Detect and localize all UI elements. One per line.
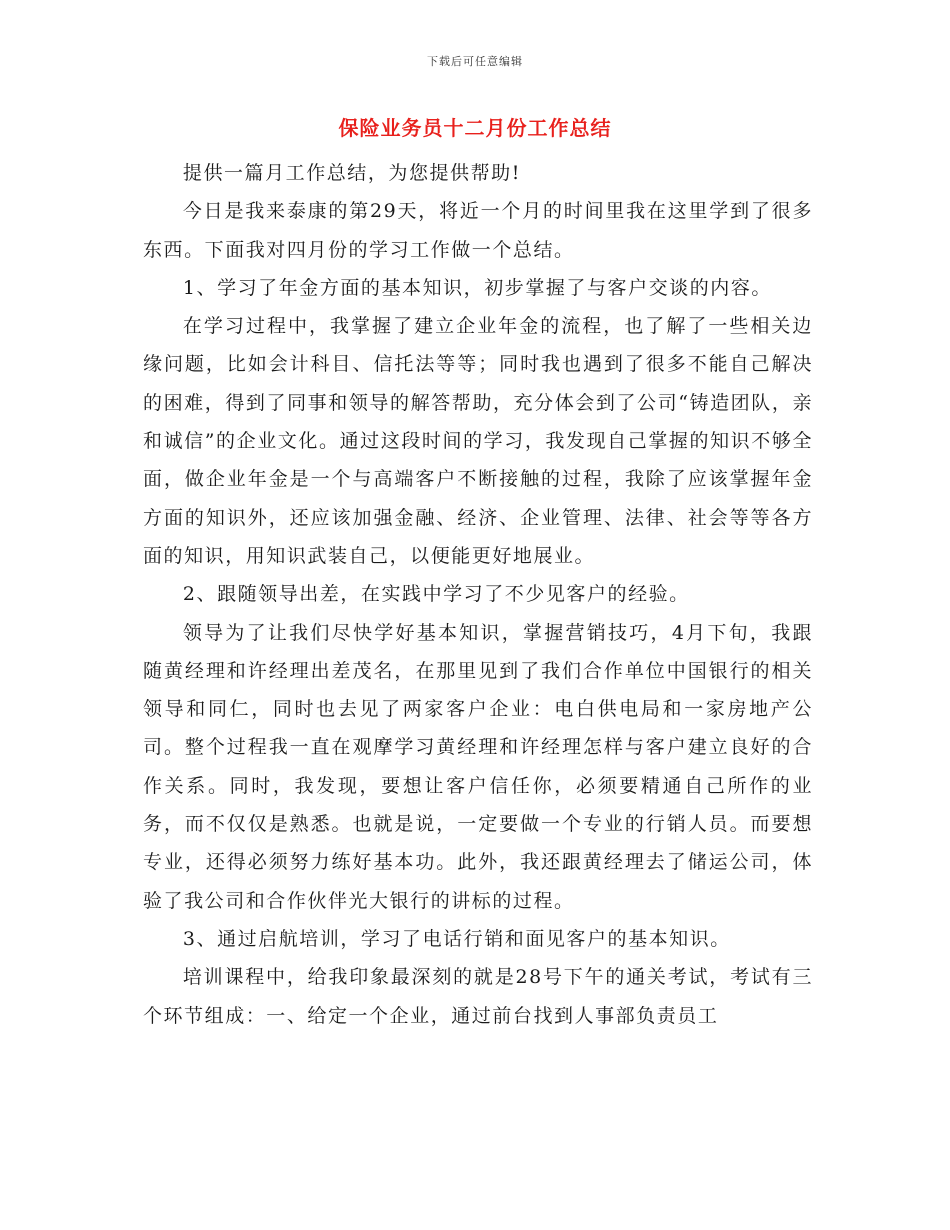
paragraph-point-1-detail: 在学习过程中，我掌握了建立企业年金的流程，也了解了一些相关边缘问题，比如会计科目、信托法等等；同时我也遇到了很多不能自己解决的困难，得到了同事和领导的解答帮助，充分体会到了公司“铸造团队，亲和诚信”的企业文化。通过这段时间的学习，我发现自己掌握的知识不够全面，做企业年金是一个与高端客户不断接触的过程，我除了应该掌握年金方面的知识外，还应该加强金融、经济、企业管理、法律、社会等等各方面的知识，用知识武装自己，以便能更好地展业。 bbox=[143, 315, 813, 567]
paragraph-intro: 提供一篇月工作总结，为您提供帮助! bbox=[182, 162, 521, 184]
paragraph-point-2: 2、跟随领导出差，在实践中学习了不少见客户的经验。 bbox=[182, 583, 690, 606]
download-note: 下载后可任意编辑 bbox=[427, 55, 523, 68]
paragraph-point-3: 3、通过启航培训，学习了电话行销和面见客户的基本知识。 bbox=[182, 927, 731, 950]
document-body bbox=[143, 154, 813, 1035]
document-title: 保险业务员十二月份工作总结 bbox=[338, 116, 612, 140]
paragraph-point-3-detail: 培训课程中，给我印象最深刻的就是28号下午的通关考试，考试有三个环节组成：一、给定一个企业，通过前台找到人事部负责员工 bbox=[143, 966, 813, 1027]
paragraph-opening: 今日是我来泰康的第29天，将近一个月的时间里我在这里学到了很多东西。下面我对四月份的学习工作做一个总结。 bbox=[143, 200, 813, 261]
paragraph-point-2-detail: 领导为了让我们尽快学好基本知识，掌握营销技巧，4月下旬，我跟随黄经理和许经理出差茂名，在那里见到了我们合作单位中国银行的相关领导和同仁，同时也去见了两家客户企业：电白供电局和一家房地产公司。整个过程我一直在观摩学习黄经理和许经理怎样与客户建立良好的合作关系。同时，我发现，要想让客户信任你，必须要精通自己所作的业务，而不仅仅是熟悉。也就是说，一定要做一个专业的行销人员。而要想专业，还得必须努力练好基本功。此外，我还跟黄经理去了储运公司，体验了我公司和合作伙伴光大银行的讲标的过程。 bbox=[143, 621, 813, 912]
paragraph-point-1: 1、学习了年金方面的基本知识，初步掌握了与客户交谈的内容。 bbox=[182, 276, 772, 299]
